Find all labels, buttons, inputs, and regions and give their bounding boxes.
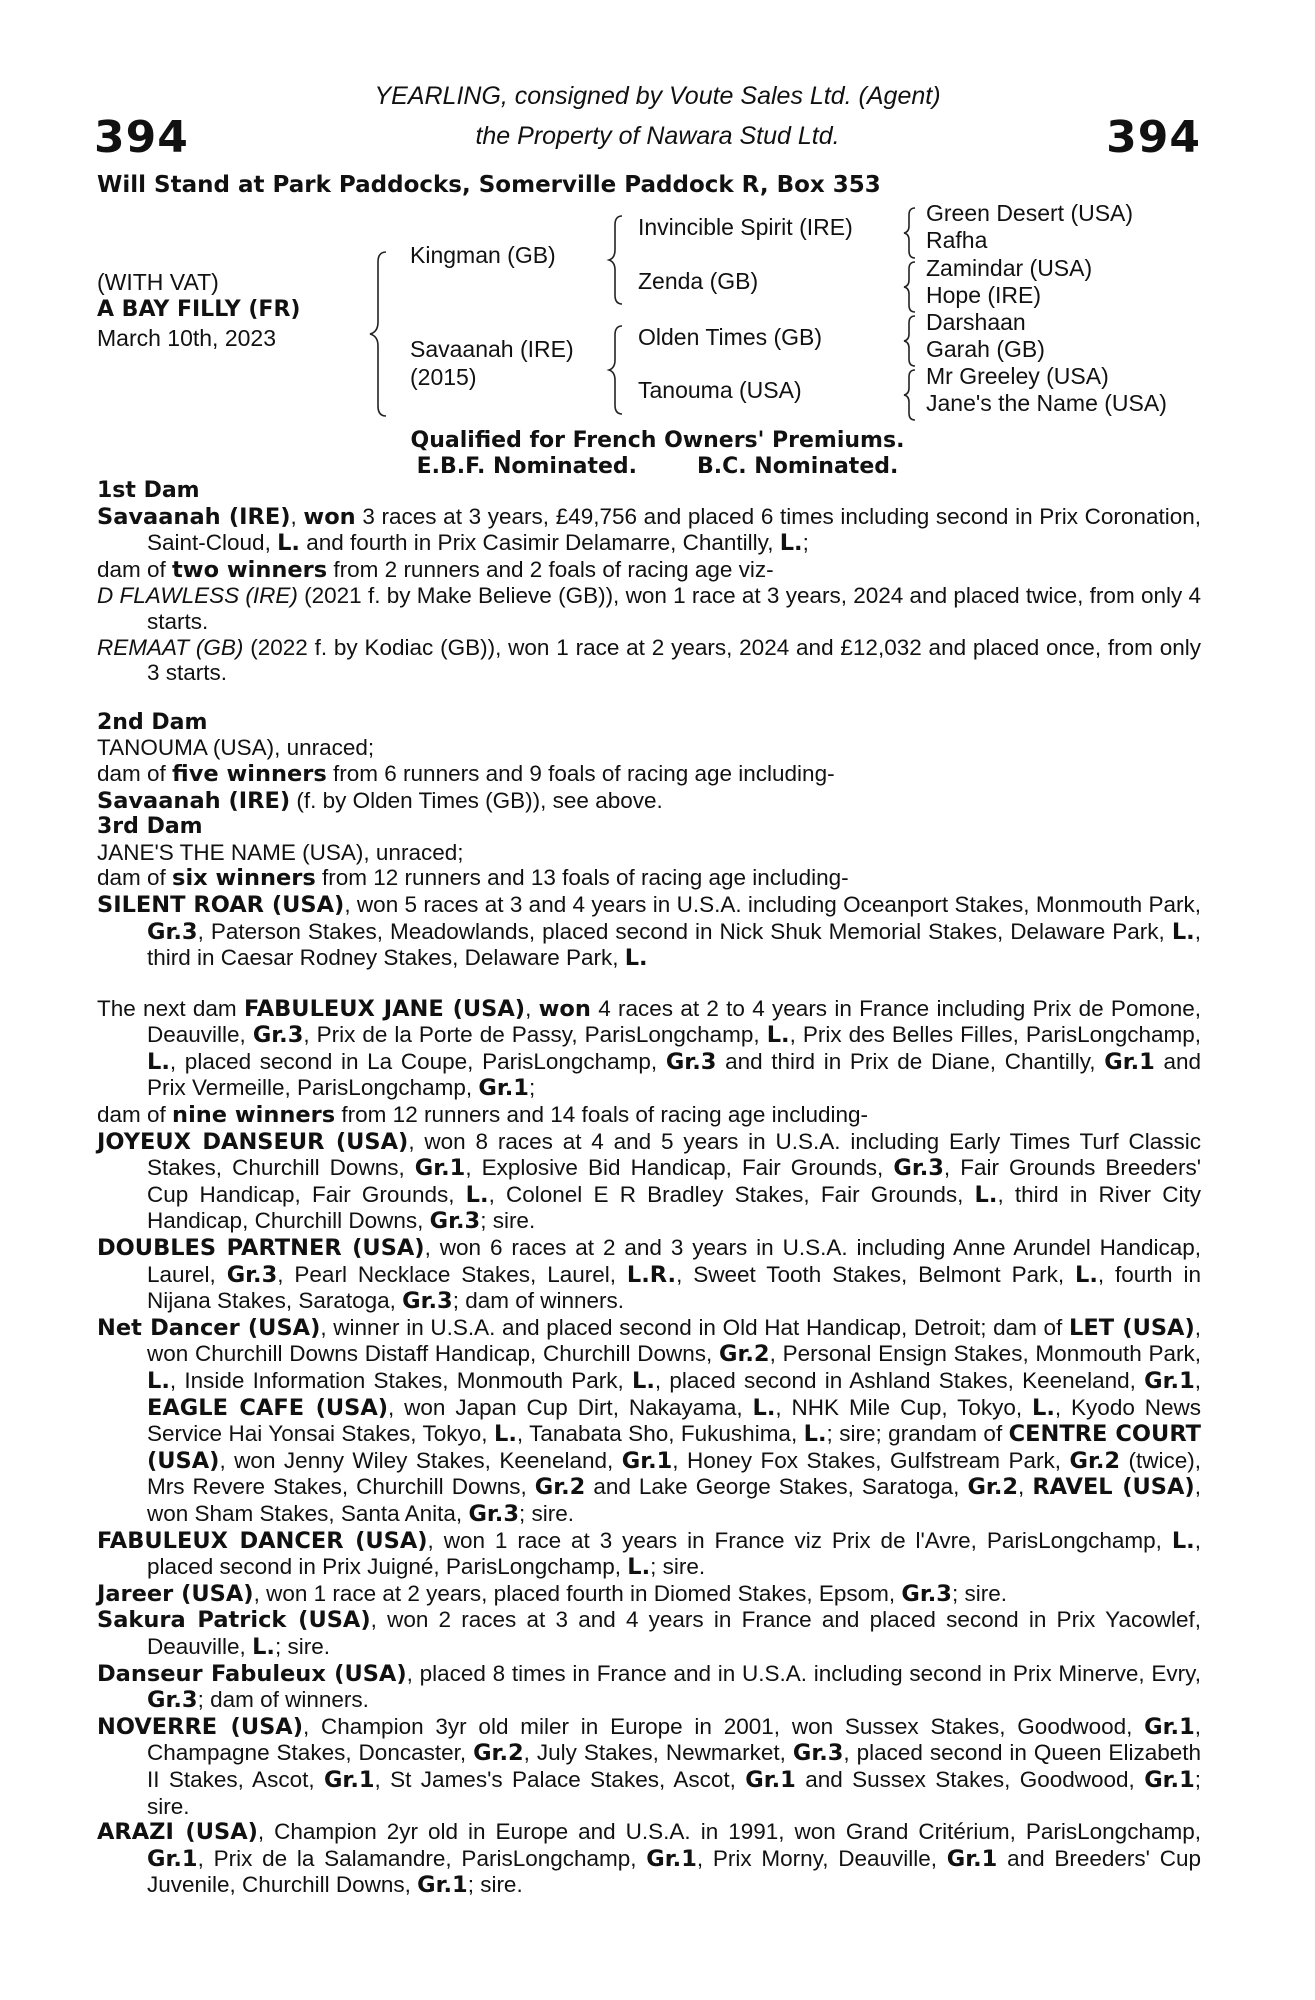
- progeny-entry: Sakura Patrick (USA), won 2 races at 3 and 4 years in France and placed second in Prix Yacowlef, Deauville, L.; sire.: [97, 1607, 1201, 1660]
- ped-dds: Mr Greeley (USA): [926, 363, 1109, 389]
- vat-note: (WITH VAT): [97, 269, 219, 295]
- progeny-entry: DOUBLES PARTNER (USA), won 6 races at 2 and 3 years in U.S.A. including Anne Arundel Handicap, Laurel, Gr.3, Pearl Necklace Stakes, Laurel, L.R., Sweet Tooth Stakes, Belmont Park, L., fourth in Nijana Stakes, Saratoga, Gr.3; dam of winners.: [97, 1235, 1201, 1315]
- progeny-entry: JOYEUX DANSEUR (USA), won 8 races at 4 and 5 years in U.S.A. including Early Times Turf Classic Stakes, Churchill Downs, Gr.1, Explosive Bid Handicap, Fair Grounds, Gr.3, Fair Grounds Breeders' Cup Handicap, Fair Grounds, L., Colonel E R Bradley Stakes, Fair Grounds, L., third in River City Handicap, Churchill Downs, Gr.3; sire.: [97, 1128, 1201, 1235]
- ebf-nominated: E.B.F. Nominated.: [416, 454, 638, 479]
- dam-year: (2015): [410, 364, 477, 390]
- progeny-entry: SILENT ROAR (USA), won 5 races at 3 and 4 years in U.S.A. including Oceanport Stakes, Monmouth Park, Gr.3, Paterson Stakes, Meadowlands, placed second in Nick Shuk Memorial Stakes, Delaware Park, L., third in Caesar Rodney Stakes, Delaware Park, L.: [97, 891, 1201, 972]
- stand-location: Will Stand at Park Paddocks, Somerville Paddock R, Box 353: [97, 172, 881, 198]
- first-dam-heading: 1st Dam: [97, 478, 200, 503]
- consignor-line: YEARLING, consigned by Voute Sales Ltd. (Agent): [374, 82, 941, 110]
- pedigree-notes: [97, 478, 1201, 1899]
- first-dam-record: Savaanah (IRE), won 3 races at 3 years, £49,756 and placed 6 times including second in Prix Coronation, Saint-Cloud, L. and fourth in Prix Casimir Delamarre, Chantilly, L.;: [97, 503, 1201, 557]
- progeny-entry: FABULEUX DANCER (USA), won 1 race at 3 years in France viz Prix de l'Avre, ParisLongchamp, L., placed second in Prix Juigné, ParisLongchamp, L.; sire.: [97, 1527, 1201, 1581]
- ped-sss: Green Desert (USA): [926, 200, 1134, 226]
- progeny-entry: NOVERRE (USA), Champion 3yr old miler in Europe in 2001, won Sussex Stakes, Goodwood, Gr.1, Champagne Stakes, Doncaster, Gr.2, July Stakes, Newmarket, Gr.3, placed second in Queen Elizabeth II Stakes, Ascot, Gr.1, St James's Palace Stakes, Ascot, Gr.1 and Sussex Stakes, Goodwood, Gr.1; sire.: [97, 1713, 1202, 1819]
- qualifications: [0, 428, 1315, 480]
- lot-number-left: 394: [94, 112, 189, 163]
- nominations: [0, 454, 1315, 480]
- progeny-entry: Savaanah (IRE) (f. by Olden Times (GB)), see above.: [97, 787, 663, 814]
- progeny-entry: Net Dancer (USA), winner in U.S.A. and placed second in Old Hat Handicap, Detroit; dam of LET (USA), won Churchill Downs Distaff Handicap, Churchill Downs, Gr.2, Personal Ensign Stakes, Monmouth Park, L., Inside Information Stakes, Monmouth Park, L., placed second in Ashland Stakes, Keeneland, Gr.1, EAGLE CAFE (USA), won Japan Cup Dirt, Nakayama, L., NHK Mile Cup, Tokyo, L., Kyodo News Service Hai Yonsai Stakes, Tokyo, L., Tanabata Sho, Fukushima, L.; sire; grandam of CENTRE COURT (USA), won Jenny Wiley Stakes, Keeneland, Gr.1, Honey Fox Stakes, Gulfstream Park, Gr.2 (twice), Mrs Revere Stakes, Churchill Downs, Gr.2 and Lake George Stakes, Saratoga, Gr.2, RAVEL (USA), won Sham Stakes, Santa Anita, Gr.3; sire.: [97, 1314, 1202, 1527]
- bc-nominated: B.C. Nominated.: [697, 454, 899, 479]
- first-dam-produce: dam of two winners from 2 runners and 2 foals of racing age viz-: [97, 556, 774, 583]
- ped-sdd: Hope (IRE): [926, 282, 1042, 308]
- next-dam-record: The next dam FABULEUX JANE (USA), won 4 races at 2 to 4 years in France including Prix de Pomone, Deauville, Gr.3, Prix de la Porte de Passy, ParisLongchamp, L., Prix des Belles Filles, ParisLongchamp, L., placed second in La Coupe, ParisLongchamp, Gr.3 and third in Prix de Diane, Chantilly, Gr.1 and Prix Vermeille, ParisLongchamp, Gr.1;: [97, 995, 1202, 1102]
- third-dam-record: JANE'S THE NAME (USA), unraced;: [97, 839, 464, 865]
- progeny-entry: Danseur Fabuleux (USA), placed 8 times in France and in U.S.A. including second in Prix Minerve, Evry, Gr.3; dam of winners.: [97, 1660, 1201, 1714]
- sire-dam: Zenda (GB): [638, 268, 759, 294]
- second-dam-heading: 2nd Dam: [97, 709, 208, 735]
- dam-name: Savaanah (IRE): [410, 336, 574, 362]
- ped-sds: Zamindar (USA): [926, 255, 1093, 281]
- third-dam-heading: 3rd Dam: [97, 814, 203, 840]
- french-premiums: Qualified for French Owners' Premiums.: [410, 428, 905, 453]
- dam-sire: Olden Times (GB): [638, 324, 823, 350]
- lot-number-right: 394: [1106, 112, 1201, 163]
- progeny-entry: Jareer (USA), won 1 race at 2 years, placed fourth in Diomed Stakes, Epsom, Gr.3; sire.: [97, 1580, 1007, 1607]
- second-dam-produce: dam of five winners from 6 runners and 9 foals of racing age including-: [97, 760, 835, 787]
- foaling-date: March 10th, 2023: [97, 325, 277, 351]
- property-line: the Property of Nawara Stud Ltd.: [475, 122, 840, 150]
- progeny-entry: D FLAWLESS (IRE) (2021 f. by Make Believe (GB)), won 1 race at 3 years, 2024 and placed twice, from only 4 starts.: [97, 583, 1201, 634]
- ped-ssd: Rafha: [926, 227, 988, 253]
- dam-dam: Tanouma (USA): [638, 377, 802, 403]
- progeny-entry: ARAZI (USA), Champion 2yr old in Europe and U.S.A. in 1991, won Grand Critérium, ParisLongchamp, Gr.1, Prix de la Salamandre, ParisLongchamp, Gr.1, Prix Morny, Deauville, Gr.1 and Breeders' Cup Juvenile, Churchill Downs, Gr.1; sire.: [97, 1819, 1201, 1899]
- second-dam-record: TANOUMA (USA), unraced;: [97, 735, 375, 761]
- third-dam-produce: dam of six winners from 12 runners and 13 foals of racing age including-: [97, 865, 849, 892]
- next-dam-produce: dam of nine winners from 12 runners and 14 foals of racing age including-: [97, 1102, 868, 1129]
- progeny-entry: REMAAT (GB) (2022 f. by Kodiac (GB)), won 1 race at 2 years, 2024 and £12,032 and placed once, from only 3 starts.: [97, 634, 1201, 686]
- ped-dss: Darshaan: [926, 309, 1026, 335]
- sire-sire: Invincible Spirit (IRE): [638, 214, 853, 240]
- ped-dsd: Garah (GB): [926, 336, 1045, 362]
- horse-name: A BAY FILLY (FR): [97, 297, 301, 322]
- ped-ddd: Jane's the Name (USA): [926, 390, 1167, 416]
- sire-name: Kingman (GB): [410, 242, 556, 268]
